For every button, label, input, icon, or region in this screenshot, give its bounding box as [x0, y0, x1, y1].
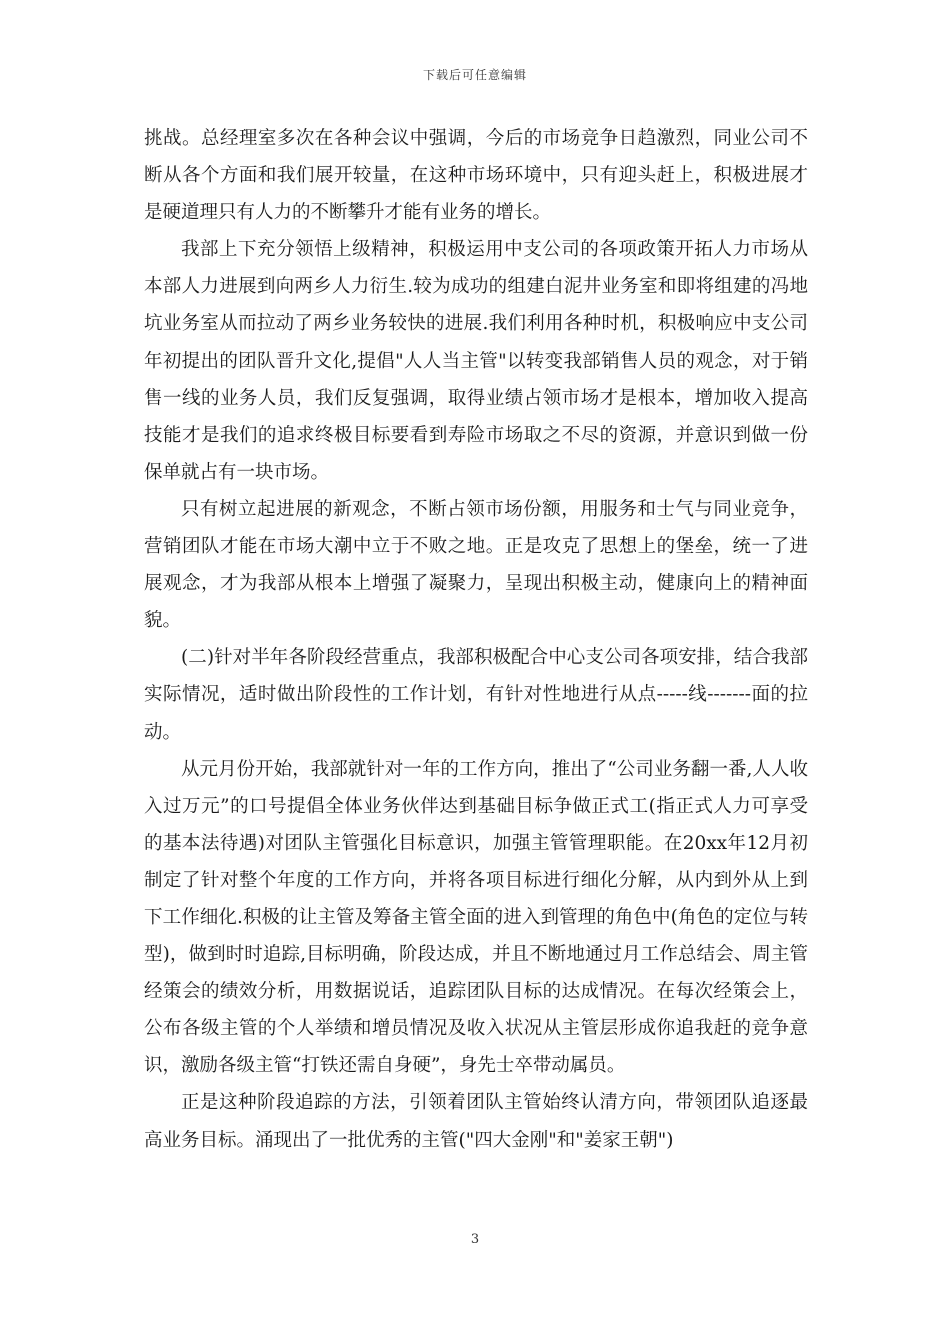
paragraph-5: 从元月份开始，我部就针对一年的工作方向，推出了“公司业务翻一番,人人收入过万元”的口号提倡全体业务伙伴达到基础目标争做正式工(指正式人力可享受的基本法待遇)对团队主管强化目标意识，加强主管管理职能。在20xx年12月初制定了针对整个年度的工作方向，并将各项目标进行细化分解，从内到外从上到下工作细化.积极的让主管及筹备主管全面的进入到管理的角色中(角色的定位与转型)，做到时时追踪,目标明确，阶段达成，并且不断地通过月工作总结会、周主管经策会的绩效分析，用数据说话，追踪团队目标的达成情况。在每次经策会上，公布各级主管的个人举绩和增员情况及收入状况从主管层形成你追我赶的竞争意识，激励各级主管“打铁还需自身硬”，身先士卒带动属员。 [144, 758, 808, 1077]
paragraph-2: 我部上下充分领悟上级精神，积极运用中支公司的各项政策开拓人力市场从本部人力进展到向两乡人力衍生.较为成功的组建白泥井业务室和即将组建的冯地坑业务室从而拉动了两乡业务较快的进展.我们利用各种时机，积极响应中支公司年初提出的团队晋升文化,提倡"人人当主管"以转变我部销售人员的观念，对于销售一线的业务人员，我们反复强调，取得业绩占领市场才是根本，增加收入提高技能才是我们的追求终极目标要看到寿险市场取之不尽的资源，并意识到做一份保单就占有一块市场。 [144, 239, 808, 483]
page-header-note: 下载后可任意编辑 [422, 68, 527, 82]
document-body [144, 120, 808, 1159]
paragraph-6: 正是这种阶段追踪的方法，引领着团队主管始终认清方向，带领团队追逐最高业务目标。涌现出了一批优秀的主管("四大金刚"和"姜家王朝") [144, 1092, 808, 1151]
paragraph-4: (二)针对半年各阶段经营重点，我部积极配合中心支公司各项安排，结合我部实际情况，适时做出阶段性的工作计划，有针对性地进行从点-----线-------面的拉动。 [144, 647, 808, 743]
page-number: 3 [470, 1232, 480, 1247]
paragraph-3: 只有树立起进展的新观念，不断占领市场份额，用服务和士气与同业竞争，营销团队才能在市场大潮中立于不败之地。正是攻克了思想上的堡垒，统一了进展观念，才为我部从根本上增强了凝聚力，呈现出积极主动，健康向上的精神面貌。 [144, 498, 808, 632]
paragraph-1: 挑战。总经理室多次在各种会议中强调，今后的市场竞争日趋激烈，同业公司不断从各个方面和我们展开较量，在这种市场环境中，只有迎头赶上，积极进展才是硬道理只有人力的不断攀升才能有业务的增长。 [144, 128, 808, 224]
